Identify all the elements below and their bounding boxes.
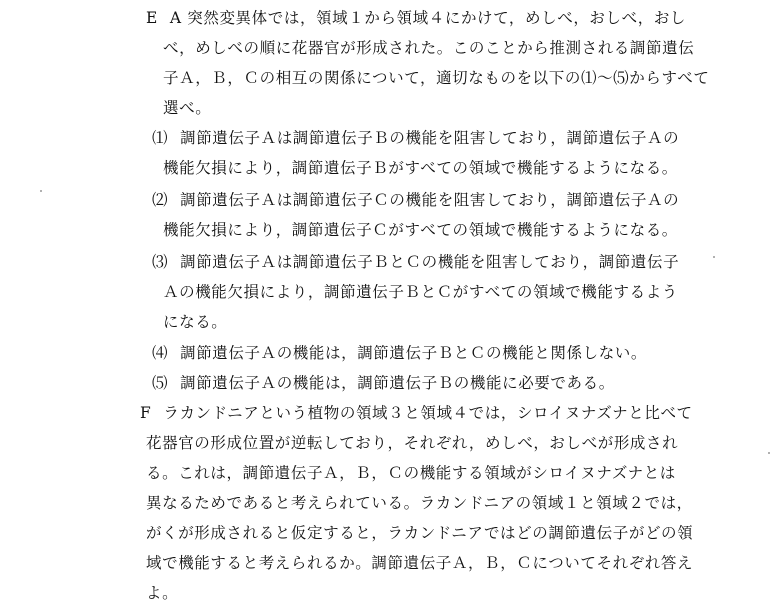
question-f-line-1	[140, 403, 693, 423]
question-e-line-1	[146, 8, 686, 28]
choice-4-label: ⑷	[152, 344, 169, 362]
question-f-line-7: よ。	[146, 584, 179, 602]
choice-5-label: ⑸	[152, 374, 169, 392]
scan-speck	[713, 256, 715, 258]
question-f-line-6: 域で機能すると考えられるか。調節遺伝子Ａ，Ｂ，Ｃについてそれぞれ答え	[146, 554, 694, 572]
choice-3-line-3: になる。	[163, 313, 228, 331]
choice-2-text-1: 調節遺伝子Ａは調節遺伝子Ｃの機能を阻害しており，調節遺伝子Ａの	[180, 191, 680, 209]
choice-3-text-1: 調節遺伝子Ａは調節遺伝子ＢとＣの機能を阻害しており，調節遺伝子	[180, 253, 680, 271]
question-e-line-4: 選べ。	[163, 99, 212, 117]
choice-4-line-1	[152, 343, 647, 363]
choice-4-text-1: 調節遺伝子Ａの機能は，調節遺伝子ＢとＣの機能と関係しない。	[180, 344, 648, 362]
choice-1-line-1	[152, 128, 679, 148]
choice-1-label: ⑴	[152, 129, 169, 147]
choice-3-line-2: Ａの機能欠損により，調節遺伝子ＢとＣがすべての領域で機能するよう	[163, 283, 678, 301]
question-f-line-4: 異なるためであると考えられている。ラカンドニアの領域１と領域２では，	[146, 494, 693, 512]
question-f-text-1: ラカンドニアという植物の領域３と領域４では，シロイヌナズナと比べて	[163, 404, 693, 422]
choice-1-text-1: 調節遺伝子Ａは調節遺伝子Ｂの機能を阻害しており，調節遺伝子Ａの	[180, 129, 680, 147]
choice-2-label: ⑵	[152, 191, 169, 209]
choice-1-line-2: 機能欠損により，調節遺伝子Ｂがすべての領域で機能するようになる。	[163, 159, 678, 177]
choice-5-line-1	[152, 373, 615, 393]
question-f-line-2: 花器官の形成位置が逆転しており，それぞれ，めしべ，おしべが形成され	[146, 434, 679, 452]
scan-speck	[40, 190, 42, 192]
choice-3-line-1	[152, 252, 679, 272]
choice-2-line-2: 機能欠損により，調節遺伝子Ｃがすべての領域で機能するようになる。	[163, 221, 678, 239]
choice-5-text-1: 調節遺伝子Ａの機能は，調節遺伝子Ｂの機能に必要である。	[180, 374, 615, 392]
question-e-line-3: 子Ａ，Ｂ，Ｃの相互の関係について，適切なものを以下の⑴～⑸からすべて	[163, 69, 710, 87]
question-f-line-5: がくが形成されると仮定すると，ラカンドニアではどの調節遺伝子がどの領	[146, 524, 694, 542]
question-e-label: E	[146, 9, 158, 27]
choice-3-label: ⑶	[152, 253, 169, 271]
question-e-line-2: べ，めしべの順に花器官が形成された。このことから推測される調節遺伝	[163, 39, 695, 57]
question-f-line-3: る。これは，調節遺伝子Ａ，Ｂ，Ｃの機能する領域がシロイヌナズナとは	[146, 464, 676, 482]
scan-speck	[768, 452, 770, 454]
question-e-text-1: A 突然変異体では，領域１から領域４にかけて，めしべ，おしべ，おし	[169, 9, 687, 27]
question-f-label: F	[140, 404, 152, 422]
choice-2-line-1	[152, 190, 679, 210]
